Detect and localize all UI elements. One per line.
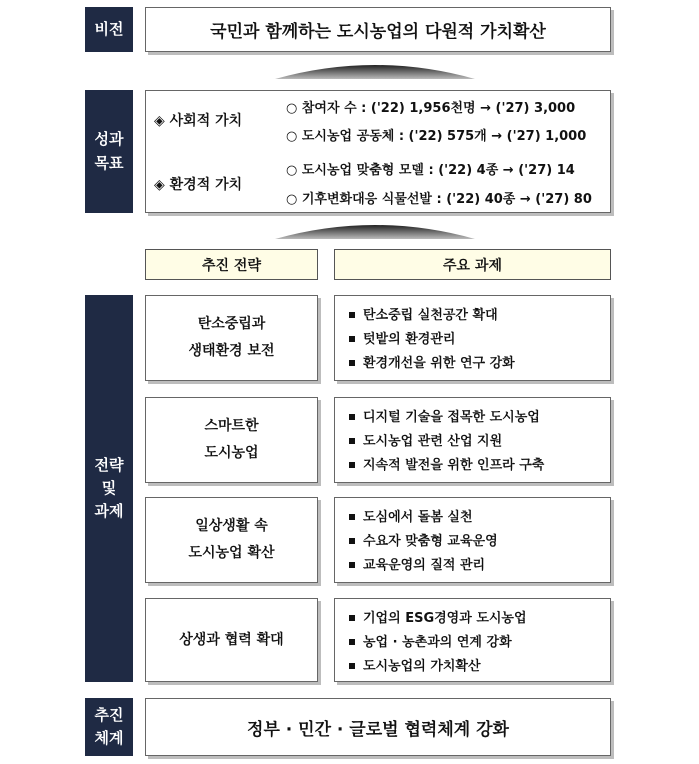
strategy-section-label: 전략 및 과제 <box>85 295 133 682</box>
goal-category-social: ◈ 사회적 가치 <box>154 113 243 129</box>
header-strategy: 추진 전략 <box>145 249 318 280</box>
up-arrow-goals <box>275 217 475 241</box>
task-item: 디지털 기술을 접목한 도시농업 <box>349 406 610 430</box>
task-item: 환경개선을 위한 연구 강화 <box>349 352 610 376</box>
goal-category-environment: ◈ 환경적 가치 <box>154 177 243 193</box>
task-item: 도심에서 돌봄 실천 <box>349 506 610 530</box>
tasks-3 <box>334 497 611 583</box>
task-item: 농업 · 농촌과의 연계 강화 <box>349 631 610 655</box>
goals-box <box>145 90 611 213</box>
task-item: 도시농업 관련 산업 지원 <box>349 430 610 454</box>
header-tasks: 주요 과제 <box>334 249 611 280</box>
goal-item: ○ 기후변화대응 식물선발 : ('22) 40종 → ('27) 80 <box>286 192 592 207</box>
strategy-4: 상생과 협력 확대 <box>145 598 318 682</box>
task-item: 기업의 ESG경영과 도시농업 <box>349 607 610 631</box>
strategy-1: 탄소중립과 생태환경 보전 <box>145 295 318 381</box>
task-item: 도시농업의 가치확산 <box>349 655 610 679</box>
task-item: 지속적 발전을 위한 인프라 구축 <box>349 454 610 478</box>
system-text: 정부 · 민간 · 글로벌 협력체계 강화 <box>247 719 509 740</box>
vision-text: 국민과 함께하는 도시농업의 다원적 가치확산 <box>210 22 546 42</box>
task-item: 교육운영의 질적 관리 <box>349 554 610 578</box>
task-item: 수요자 맞춤형 교육운영 <box>349 530 610 554</box>
goal-item: ○ 참여자 수 : ('22) 1,956천명 → ('27) 3,000 <box>286 101 576 116</box>
task-item: 탄소중립 실천공간 확대 <box>349 304 610 328</box>
task-item: 텃밭의 환경관리 <box>349 328 610 352</box>
goal-item: ○ 도시농업 맞춤형 모델 : ('22) 4종 → ('27) 14 <box>286 163 575 178</box>
tasks-1 <box>334 295 611 381</box>
tasks-4 <box>334 598 611 682</box>
tasks-2 <box>334 397 611 483</box>
up-arrow-vision <box>275 57 475 81</box>
goal-item: ○ 도시농업 공동체 : ('22) 575개 → ('27) 1,000 <box>286 129 587 144</box>
strategy-3: 일상생활 속 도시농업 확산 <box>145 497 318 583</box>
goals-label: 성과 목표 <box>85 90 133 213</box>
strategy-2: 스마트한 도시농업 <box>145 397 318 483</box>
system-label: 추진 체계 <box>85 698 133 756</box>
vision-label: 비전 <box>85 7 133 52</box>
vision-box <box>145 7 611 52</box>
system-box <box>145 698 611 756</box>
